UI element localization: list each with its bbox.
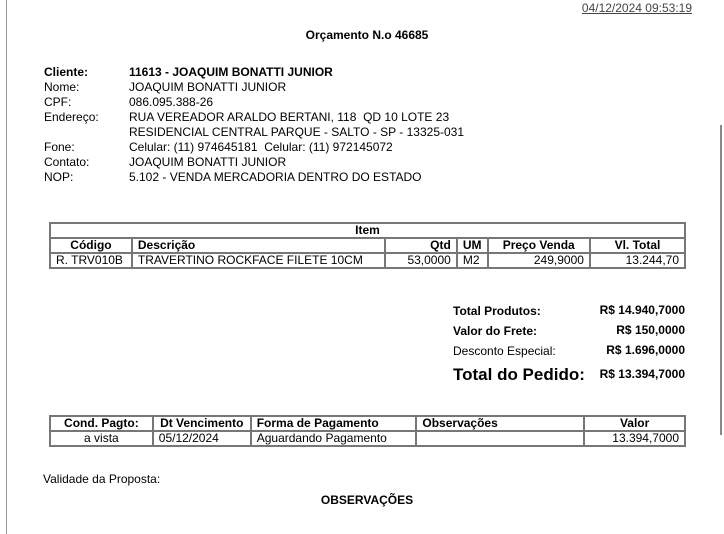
payment-table <box>49 415 686 447</box>
observacoes-title: OBSERVAÇÕES <box>320 493 414 507</box>
cell-forma: Aguardando Pagamento <box>251 431 417 446</box>
cell-cond: a vista <box>50 431 153 446</box>
cell-descricao: TRAVERTINO ROCKFACE FILETE 10CM <box>132 253 385 268</box>
table-row <box>50 253 685 268</box>
nop-label: NOP: <box>44 170 74 184</box>
endereco-line2: RESIDENCIAL CENTRAL PARQUE - SALTO - SP - 13325-031 <box>129 125 465 139</box>
endereco-line1: RUA VEREADOR ARALDO BERTANI, 118 QD 10 LOTE 23 <box>129 110 450 124</box>
col-valor: Valor <box>584 416 685 431</box>
nop-value: 5.102 - VENDA MERCADORIA DENTRO DO ESTADO <box>129 170 422 184</box>
cpf-label: CPF: <box>44 95 72 109</box>
nome-label: Nome: <box>44 80 80 94</box>
items-caption: Item <box>50 223 685 238</box>
table-row <box>50 431 685 446</box>
total-pedido-value: R$ 13.394,7000 <box>599 367 685 381</box>
nome-value: JOAQUIM BONATTI JUNIOR <box>129 80 287 94</box>
print-timestamp: 04/12/2024 09:53:19 <box>581 1 692 15</box>
cell-obs <box>416 431 584 446</box>
total-produtos-label: Total Produtos: <box>453 304 541 318</box>
page-border <box>6 0 7 534</box>
col-cond-pagto: Cond. Pagto: <box>50 416 153 431</box>
cliente-label: Cliente: <box>44 65 89 79</box>
contato-value: JOAQUIM BONATTI JUNIOR <box>129 155 287 169</box>
total-pedido-label: Total do Pedido: <box>453 365 585 384</box>
validade-label: Validade da Proposta: <box>43 472 161 486</box>
col-um: UM <box>457 238 488 253</box>
fone-label: Fone: <box>44 140 75 154</box>
col-descricao: Descrição <box>132 238 385 253</box>
page-title: Orçamento N.o 46685 <box>305 28 429 42</box>
items-table <box>49 222 686 269</box>
scrollbar[interactable] <box>720 125 722 435</box>
contato-label: Contato: <box>44 155 90 169</box>
col-codigo: Código <box>50 238 132 253</box>
desconto-label: Desconto Especial: <box>453 344 556 358</box>
col-preco: Preço Venda <box>488 238 590 253</box>
col-qtd: Qtd <box>385 238 456 253</box>
cell-valor: 13.394,7000 <box>584 431 685 446</box>
desconto-value: R$ 1.696,0000 <box>606 343 685 357</box>
cell-qtd: 53,0000 <box>385 253 456 268</box>
cell-vencimento: 05/12/2024 <box>153 431 251 446</box>
cell-codigo: R. TRV010B <box>50 253 132 268</box>
cell-total: 13.244,70 <box>590 253 685 268</box>
col-total: Vl. Total <box>590 238 685 253</box>
cell-preco: 249,9000 <box>488 253 590 268</box>
cell-um: M2 <box>457 253 488 268</box>
col-forma: Forma de Pagamento <box>251 416 417 431</box>
total-produtos-value: R$ 14.940,7000 <box>599 303 685 317</box>
endereco-label: Endereço: <box>44 110 99 124</box>
frete-value: R$ 150,0000 <box>616 323 685 337</box>
cpf-value: 086.095.388-26 <box>129 95 214 109</box>
frete-label: Valor do Frete: <box>453 324 538 338</box>
cliente-value: 11613 - JOAQUIM BONATTI JUNIOR <box>129 65 333 79</box>
col-observacoes: Observações <box>416 416 584 431</box>
fone-value: Celular: (11) 974645181 Celular: (11) 972145072 <box>129 140 393 154</box>
col-vencimento: Dt Vencimento <box>153 416 251 431</box>
